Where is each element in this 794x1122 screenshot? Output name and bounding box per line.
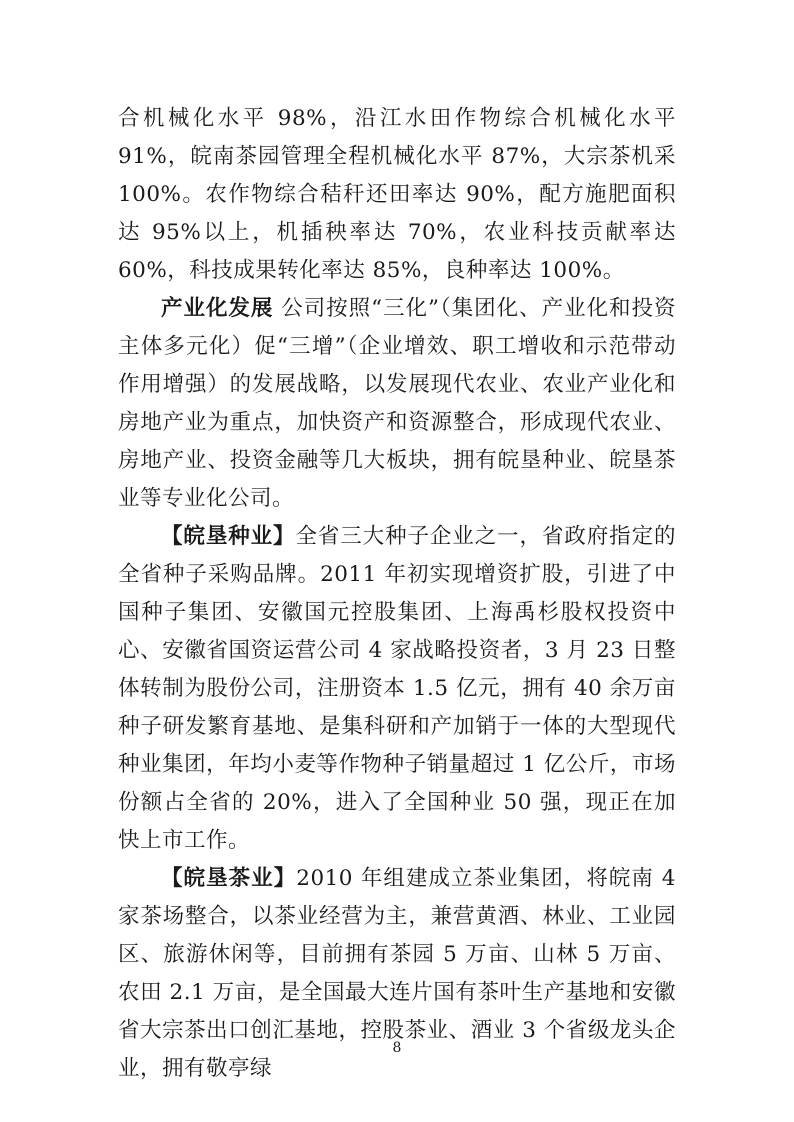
paragraph: 产业化发展 公司按照“三化”（集团化、产业化和投资主体多元化）促“三增”（企业增效、职工增收和示范带动作用增强）的发展战略，以发展现代农业、农业产业化和房地产业为重点，加快资产和资源整合，形成现代农业、房地产业、投资金融等几大板块，拥有皖垦种业、皖垦茶业等专业化公司。 [118, 296, 676, 511]
paragraph-lead: 【皖垦种业】 [161, 524, 296, 549]
paragraph-lead: 【皖垦茶业】 [161, 866, 297, 891]
paragraph-lead: 产业化发展 [161, 296, 274, 321]
page-number: 8 [392, 1040, 402, 1056]
paragraph: 合机械化水平 98%，沿江水田作物综合机械化水平 91%，皖南茶园管理全程机械化水平 87%，大宗茶机采 100%。农作物综合秸秆还田率达 90%，配方施肥面积达 95%以上，机插秧率达 70%，农业科技贡献率达 60%，科技成果转化率达 85%，良种率达 100%。 [118, 106, 676, 283]
paragraph: 【皖垦茶业】2010 年组建成立茶业集团，将皖南 4 家茶场整合，以茶业经营为主，兼营黄酒、林业、工业园区、旅游休闲等，目前拥有茶园 5 万亩、山林 5 万亩、农田 2.1 万亩，是全国最大连片国有茶叶生产基地和安徽省大宗茶出口创汇基地，控股茶业、酒业 3 个省级龙头企业，拥有敬亭绿 [118, 866, 676, 1081]
page-footer [0, 1038, 794, 1058]
paragraph: 【皖垦种业】全省三大种子企业之一，省政府指定的全省种子采购品牌。2011 年初实现增资扩股，引进了中国种子集团、安徽国元控股集团、上海禹杉股权投资中心、安徽省国资运营公司 4 家战略投资者，3 月 23 日整体转制为股份公司，注册资本 1.5 亿元，拥有 40 余万亩种子研发繁育基地、是集科研和产加销于一体的大型现代种业集团，年均小麦等作物种子销量超过 1 亿公斤，市场份额占全省的 20%，进入了全国种业 50 强，现正在加快上市工作。 [118, 524, 676, 853]
text-body [118, 100, 676, 1088]
